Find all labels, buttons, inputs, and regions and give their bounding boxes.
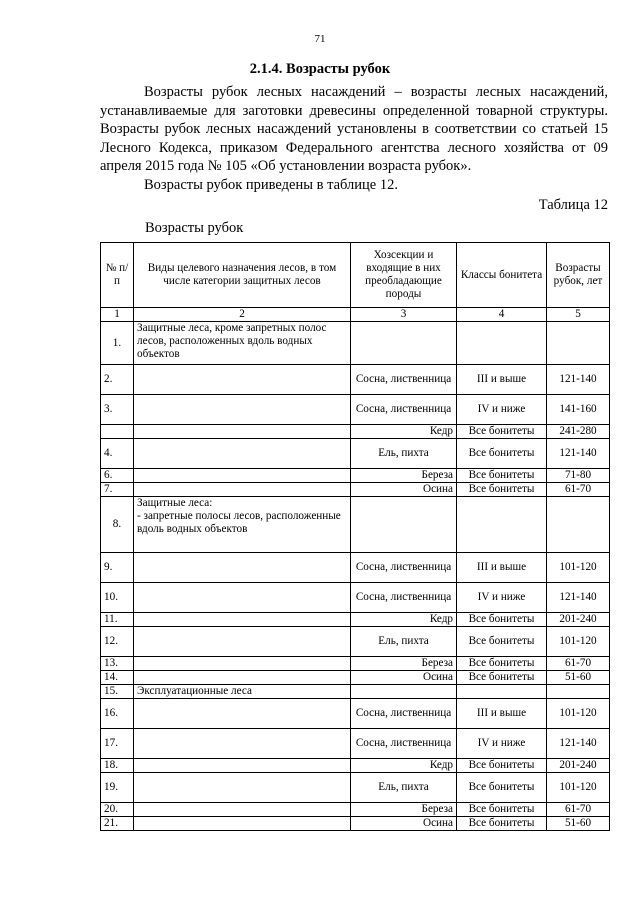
felling-age-table: [100, 242, 610, 831]
row-species: Ель, пихта: [351, 627, 457, 657]
row-number: 14.: [101, 671, 134, 685]
row-forest-purpose: [134, 773, 351, 803]
row-number: 8.: [101, 497, 134, 553]
row-species: Береза: [351, 803, 457, 817]
body-text: [100, 83, 608, 195]
row-number: 21.: [101, 817, 134, 831]
row-species: Кедр: [351, 613, 457, 627]
row-species: Ель, пихта: [351, 439, 457, 469]
row-number: 15.: [101, 685, 134, 699]
row-bonitet-class: IV и ниже: [457, 395, 547, 425]
row-forest-purpose: [134, 627, 351, 657]
header-bonitet-class: Классы бонитета: [457, 243, 547, 308]
row-forest-purpose: [134, 759, 351, 773]
row-bonitet-class: Все бонитеты: [457, 671, 547, 685]
table-body: [101, 322, 610, 831]
row-forest-purpose: [134, 803, 351, 817]
row-bonitet-class: IV и ниже: [457, 583, 547, 613]
row-species: Сосна, лиственница: [351, 365, 457, 395]
row-felling-age: 141-160: [547, 395, 610, 425]
row-number: 16.: [101, 699, 134, 729]
row-bonitet-class: Все бонитеты: [457, 759, 547, 773]
header-economic-section: Хозсекции и входящие в них преобладающие породы: [351, 243, 457, 308]
row-felling-age: 61-70: [547, 483, 610, 497]
row-forest-purpose: [134, 699, 351, 729]
table-row: [101, 729, 610, 759]
row-species: Кедр: [351, 759, 457, 773]
table-caption: Возрасты рубок: [145, 220, 244, 236]
header-forest-purpose: Виды целевого назначения лесов, в том числе категории защитных лесов: [134, 243, 351, 308]
row-felling-age: 201-240: [547, 613, 610, 627]
header-felling-age: Возрасты рубок, лет: [547, 243, 610, 308]
row-number: 17.: [101, 729, 134, 759]
row-felling-age: [547, 497, 610, 553]
row-number: 11.: [101, 613, 134, 627]
row-forest-purpose: [134, 613, 351, 627]
row-bonitet-class: Все бонитеты: [457, 803, 547, 817]
table-row: [101, 322, 610, 365]
row-felling-age: 51-60: [547, 817, 610, 831]
table-row: [101, 483, 610, 497]
column-number: 1: [101, 308, 134, 322]
row-bonitet-class: [457, 322, 547, 365]
row-number: 13.: [101, 657, 134, 671]
row-forest-purpose: Защитные леса, кроме запретных полос лесов, расположенных вдоль водных объектов: [134, 322, 351, 365]
row-number: 19.: [101, 773, 134, 803]
row-number: 18.: [101, 759, 134, 773]
row-bonitet-class: Все бонитеты: [457, 773, 547, 803]
table-row: [101, 671, 610, 685]
row-bonitet-class: IV и ниже: [457, 729, 547, 759]
column-number: 3: [351, 308, 457, 322]
row-number: [101, 425, 134, 439]
row-bonitet-class: Все бонитеты: [457, 657, 547, 671]
table-row: [101, 365, 610, 395]
row-species: [351, 322, 457, 365]
row-number: 20.: [101, 803, 134, 817]
row-species: Береза: [351, 657, 457, 671]
row-bonitet-class: Все бонитеты: [457, 817, 547, 831]
row-species: Осина: [351, 671, 457, 685]
row-number: 4.: [101, 439, 134, 469]
row-bonitet-class: Все бонитеты: [457, 439, 547, 469]
row-felling-age: 121-140: [547, 365, 610, 395]
table-row: [101, 439, 610, 469]
column-number: 5: [547, 308, 610, 322]
row-felling-age: 101-120: [547, 773, 610, 803]
row-felling-age: 61-70: [547, 803, 610, 817]
row-species: Ель, пихта: [351, 773, 457, 803]
row-species: Осина: [351, 483, 457, 497]
table-row: [101, 759, 610, 773]
row-number: 3.: [101, 395, 134, 425]
row-felling-age: 121-140: [547, 583, 610, 613]
table-row: [101, 469, 610, 483]
row-number: 1.: [101, 322, 134, 365]
section-title: 2.1.4. Возрасты рубок: [249, 61, 391, 77]
table-row: [101, 627, 610, 657]
column-number: 4: [457, 308, 547, 322]
row-number: 7.: [101, 483, 134, 497]
row-bonitet-class: Все бонитеты: [457, 483, 547, 497]
row-species: Кедр: [351, 425, 457, 439]
row-bonitet-class: III и выше: [457, 699, 547, 729]
row-species: Сосна, лиственница: [351, 553, 457, 583]
row-forest-purpose: [134, 425, 351, 439]
row-forest-purpose: [134, 395, 351, 425]
row-felling-age: [547, 685, 610, 699]
table-row: [101, 685, 610, 699]
table-header-row: [101, 243, 610, 308]
row-bonitet-class: Все бонитеты: [457, 627, 547, 657]
table-row: [101, 613, 610, 627]
row-forest-purpose: Эксплуатационные леса: [134, 685, 351, 699]
table-row: [101, 553, 610, 583]
row-species: Сосна, лиственница: [351, 699, 457, 729]
row-forest-purpose: [134, 657, 351, 671]
table-row: [101, 583, 610, 613]
page-number: 71: [314, 33, 326, 45]
row-felling-age: 241-280: [547, 425, 610, 439]
table-row: [101, 657, 610, 671]
row-forest-purpose: [134, 729, 351, 759]
row-species: Сосна, лиственница: [351, 729, 457, 759]
row-species: Береза: [351, 469, 457, 483]
row-felling-age: 61-70: [547, 657, 610, 671]
row-forest-purpose: [134, 365, 351, 395]
row-felling-age: [547, 322, 610, 365]
row-bonitet-class: Все бонитеты: [457, 613, 547, 627]
row-forest-purpose: Защитные леса: - запретные полосы лесов, расположенные вдоль водных объектов: [134, 497, 351, 553]
table-row: [101, 699, 610, 729]
row-forest-purpose: [134, 483, 351, 497]
row-felling-age: 71-80: [547, 469, 610, 483]
row-species: Осина: [351, 817, 457, 831]
row-species: [351, 497, 457, 553]
row-felling-age: 51-60: [547, 671, 610, 685]
row-number: 10.: [101, 583, 134, 613]
table-row: [101, 773, 610, 803]
row-species: [351, 685, 457, 699]
row-felling-age: 201-240: [547, 759, 610, 773]
row-bonitet-class: [457, 685, 547, 699]
row-forest-purpose: [134, 439, 351, 469]
table-row: [101, 817, 610, 831]
row-felling-age: 121-140: [547, 439, 610, 469]
column-number-row: [101, 308, 610, 322]
row-number: 12.: [101, 627, 134, 657]
row-felling-age: 121-140: [547, 729, 610, 759]
table-row: [101, 803, 610, 817]
row-forest-purpose: [134, 553, 351, 583]
row-forest-purpose: [134, 671, 351, 685]
row-number: 2.: [101, 365, 134, 395]
header-number: № п/п: [101, 243, 134, 308]
row-bonitet-class: Все бонитеты: [457, 425, 547, 439]
row-forest-purpose: [134, 817, 351, 831]
column-number: 2: [134, 308, 351, 322]
row-forest-purpose: [134, 583, 351, 613]
row-forest-purpose: [134, 469, 351, 483]
row-bonitet-class: [457, 497, 547, 553]
row-bonitet-class: III и выше: [457, 365, 547, 395]
row-felling-age: 101-120: [547, 627, 610, 657]
row-felling-age: 101-120: [547, 553, 610, 583]
table-row: [101, 425, 610, 439]
table-row: [101, 395, 610, 425]
table-number: Таблица 12: [538, 197, 608, 213]
row-species: Сосна, лиственница: [351, 395, 457, 425]
paragraph-table-ref: Возрасты рубок приведены в таблице 12.: [144, 176, 398, 193]
row-number: 9.: [101, 553, 134, 583]
row-felling-age: 101-120: [547, 699, 610, 729]
paragraph-definition: Возрасты рубок лесных насаждений – возрасты лесных насаждений, устанавливаемые для заготовки древесины определенной товарной структуры. Возрасты рубок лесных насаждений установлены в соответствии со статьей 15 Лесного Кодекса, приказом Федерального агентства лесного хозяйства от 09 апреля 2015 года № 105 «Об установлении возраста рубок».: [100, 84, 608, 175]
row-bonitet-class: Все бонитеты: [457, 469, 547, 483]
row-species: Сосна, лиственница: [351, 583, 457, 613]
row-number: 6.: [101, 469, 134, 483]
row-bonitet-class: III и выше: [457, 553, 547, 583]
table-row: [101, 497, 610, 553]
